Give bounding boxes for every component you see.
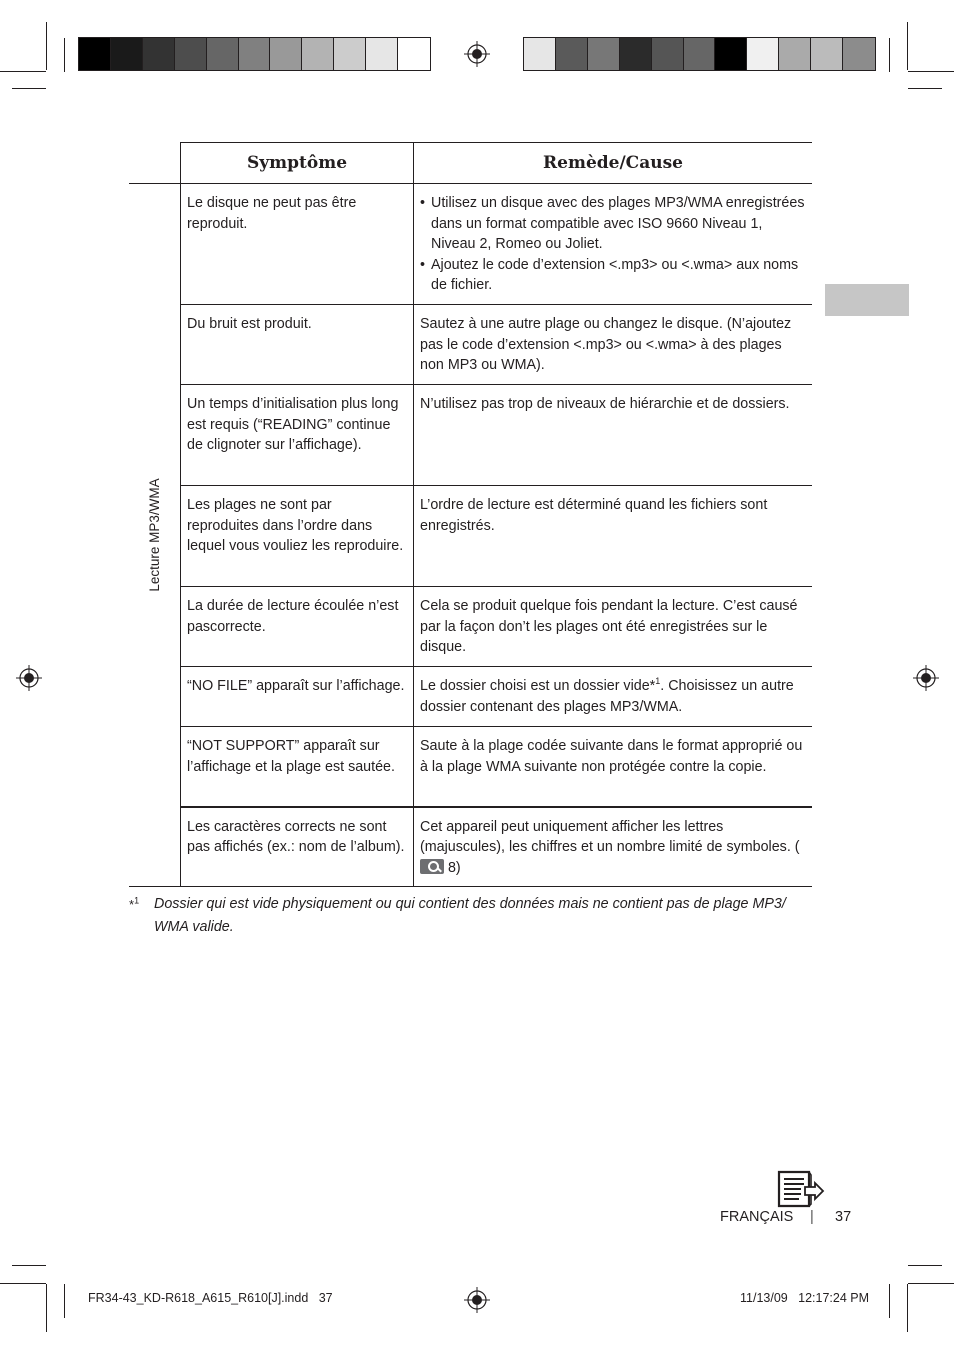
color-swatch	[239, 38, 271, 70]
color-bar-right	[523, 37, 876, 71]
color-swatch	[175, 38, 207, 70]
list-item: • Utilisez un disque avec des plages MP3/WMA enregistrées dans un format compatible avec ISO 9660 Niveau 1, Niveau 2, Romeo ou Joliet.	[420, 193, 806, 255]
symptom-cell: Les caractères corrects ne sont pas affichés (ex.: nom de l’album).	[181, 807, 414, 887]
symptom-cell: Un temps d’initialisation plus long est requis (“READING” continue de clignoter sur l’affichage).	[181, 385, 414, 486]
color-swatch	[811, 38, 843, 70]
remedy-cell	[414, 184, 813, 305]
header-symptom: Symptôme	[181, 143, 414, 184]
troubleshooting-table	[129, 142, 812, 887]
footer-language: FRANÇAIS	[720, 1209, 794, 1225]
remedy-cell: N’utilisez pas trop de niveaux de hiérarchie et de dossiers.	[414, 385, 813, 486]
crop-mark	[908, 71, 954, 72]
page-number: 37	[835, 1209, 852, 1225]
registration-mark-icon	[464, 1287, 490, 1313]
symptom-cell: Du bruit est produit.	[181, 305, 414, 385]
remedy-cell: Sautez à une autre plage ou changez le disque. (N’ajoutez pas le code d’extension <.mp3> ou <.wma> à des plages non MP3 ou WMA).	[414, 305, 813, 385]
crop-mark	[0, 71, 46, 72]
crop-mark	[12, 88, 46, 89]
symptom-cell: Les plages ne sont par reproduites dans l’ordre dans lequel vous vouliez les reproduire.	[181, 486, 414, 587]
color-swatch	[620, 38, 652, 70]
color-swatch	[111, 38, 143, 70]
slug-filename: FR34-43_KD-R618_A615_R610[J].indd 37	[88, 1291, 333, 1305]
symptom-cell: “NO FILE” apparaît sur l’affichage.	[181, 667, 414, 727]
crop-mark	[889, 38, 890, 72]
remedy-text: Cet appareil peut uniquement afficher les lettres (majuscules), les chiffres et un nombre limité de symboles. (	[420, 818, 800, 855]
color-swatch	[524, 38, 556, 70]
color-swatch	[334, 38, 366, 70]
symptom-cell: “NOT SUPPORT” apparaît sur l’affichage et la plage est sautée.	[181, 727, 414, 807]
registration-mark-icon	[16, 665, 42, 691]
color-swatch	[843, 38, 875, 70]
registration-mark-icon	[913, 665, 939, 691]
color-swatch	[715, 38, 747, 70]
crop-mark	[907, 1284, 908, 1332]
color-swatch	[779, 38, 811, 70]
table-row	[129, 184, 812, 305]
slug-date: 11/13/09 12:17:24 PM	[740, 1291, 870, 1305]
symptom-cell: La durée de lecture écoulée n’est pascorrecte.	[181, 587, 414, 667]
remedy-cell: Saute à la plage codée suivante dans le format approprié ou à la plage WMA suivante non protégée contre la copie.	[414, 727, 813, 807]
registration-mark-icon	[464, 41, 490, 67]
color-swatch	[398, 38, 430, 70]
symptom-cell: Le disque ne peut pas être reproduit.	[181, 184, 414, 305]
header-remedy: Remède/Cause	[414, 143, 813, 184]
color-bar-left	[78, 37, 431, 71]
remedy-text: 8)	[444, 859, 461, 876]
document-continue-icon	[777, 1170, 825, 1208]
remedy-text: . Choisissez un autre dossier contenant des plages MP3/WMA.	[420, 678, 794, 715]
crop-mark	[908, 1265, 942, 1266]
crop-mark	[908, 88, 942, 89]
footnote-ref: 1	[655, 676, 661, 687]
color-swatch	[747, 38, 779, 70]
crop-mark	[889, 1284, 890, 1318]
table-row	[129, 587, 812, 667]
color-swatch	[366, 38, 398, 70]
category-label: Lecture MP3/WMA	[146, 478, 162, 592]
header-blank	[129, 143, 181, 184]
table-row	[129, 305, 812, 385]
magnifier-icon	[420, 859, 444, 874]
table-header-row	[129, 143, 812, 184]
crop-mark	[64, 38, 65, 72]
remedy-cell	[414, 807, 813, 887]
crop-mark	[46, 22, 47, 70]
color-swatch	[143, 38, 175, 70]
footnote-marker: *$^1$	[129, 895, 140, 912]
table-row	[129, 385, 812, 486]
remedy-cell: L’ordre de lecture est déterminé quand les fichiers sont enregistrés.	[414, 486, 813, 587]
table-row	[129, 667, 812, 727]
crop-mark	[907, 22, 908, 70]
color-swatch	[588, 38, 620, 70]
color-swatch	[207, 38, 239, 70]
category-cell	[129, 184, 181, 887]
crop-mark	[0, 1283, 46, 1284]
color-swatch	[302, 38, 334, 70]
remedy-cell: Cela se produit quelque fois pendant la lecture. C’est causé par la façon don’t les plages ont été enregistrées sur le disque.	[414, 587, 813, 667]
list-item: • Ajoutez le code d’extension <.mp3> ou <.wma> aux noms de fichier.	[420, 255, 806, 296]
remedy-list	[420, 193, 806, 296]
section-tab-marker	[825, 284, 909, 316]
crop-mark	[908, 1283, 954, 1284]
crop-mark	[46, 1284, 47, 1332]
table-row	[129, 807, 812, 887]
footnote	[129, 893, 812, 939]
remedy-cell	[414, 667, 813, 727]
color-swatch	[270, 38, 302, 70]
table-row	[129, 486, 812, 587]
color-swatch	[684, 38, 716, 70]
color-swatch	[652, 38, 684, 70]
crop-mark	[12, 1265, 46, 1266]
crop-mark	[64, 1284, 65, 1318]
table-row	[129, 727, 812, 807]
color-swatch	[556, 38, 588, 70]
footnote-text: Dossier qui est vide physiquement ou qui contient des données mais ne contient pas de plage MP3/ WMA valide.	[154, 896, 786, 935]
color-swatch	[79, 38, 111, 70]
remedy-text: Le dossier choisi est un dossier vide*	[420, 678, 656, 694]
footer-separator: |	[810, 1209, 814, 1225]
